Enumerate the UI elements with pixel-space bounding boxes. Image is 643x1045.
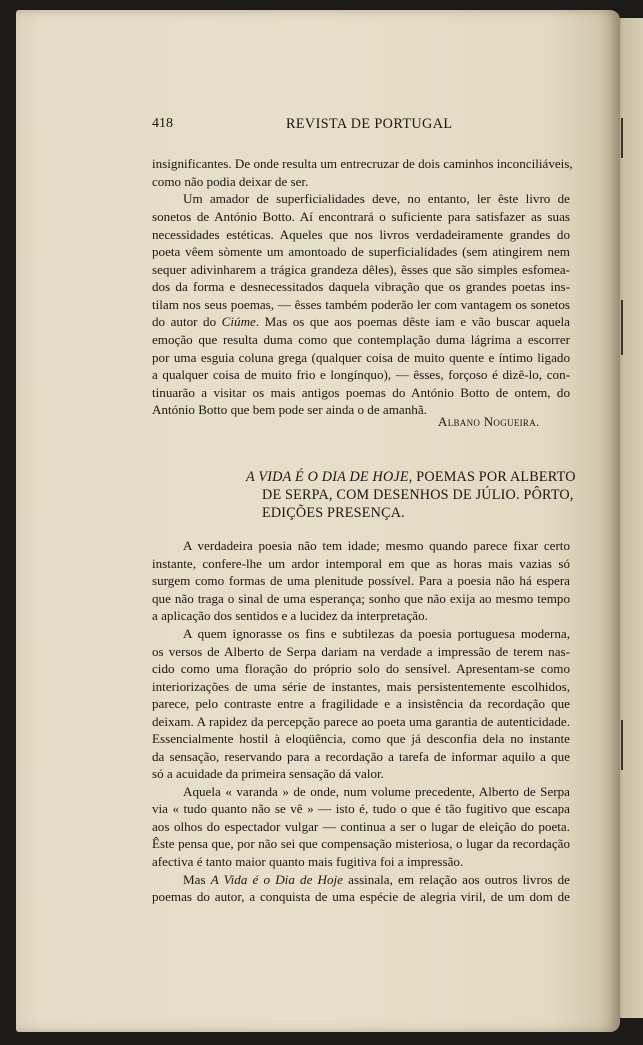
text-line: insignificantes. De onde resulta um entrecruzar de dois caminhos inconciliáveis, <box>152 156 573 171</box>
running-head: REVISTA DE PORTUGAL <box>286 116 453 132</box>
text-line: aos olhos do espectador vulgar — continua a ser o lugar de eleição do poeta. <box>152 819 570 834</box>
text-line: Essencialmente hostil à eloqüência, como que já desconfia dela no instante <box>152 731 570 746</box>
text-line: sequer adivinharem a trágica grandeza dêles), êsses que são simples esfomea- <box>152 262 570 277</box>
page-number: 418 <box>152 116 173 131</box>
text-line: a aplicação dos sentidos e a lucidez da interpretação. <box>152 608 428 623</box>
book-title-italic: A Vida é o Dia de Hoje <box>210 872 343 887</box>
text-line: necessidades estéticas. Aqueles que nos livros verdadeiramente grandes do <box>152 227 570 242</box>
text-line: surgem como formas de uma plenitude possível. Para a poesia não há espera <box>152 573 570 588</box>
text-line: A verdadeira poesia não tem idade; mesmo quando parece fixar certo <box>183 538 570 553</box>
text-line: emoção que resulta duma como que contemplação duma lágrima a escorrer <box>152 332 570 347</box>
author-signature: Albano Nogueira. <box>438 414 540 429</box>
text-line: poemas do autor, a conquista de uma espécie de alegria viril, de um dom de <box>152 889 570 904</box>
text-line: da sensação, reservando para a recordação a tarefa de informar aquilo a que <box>152 749 570 764</box>
text-line: sonetos de António Botto. Aí encontrará o suficiente para satisfazer as suas <box>152 209 570 224</box>
text-line: A quem ignorasse os fins e subtilezas da poesia portuguesa moderna, <box>183 626 570 641</box>
page-edge-shadow <box>621 300 623 355</box>
text-line: afectiva é tanto maior quanto mais fugitiva foi a impressão. <box>152 854 464 869</box>
book-heading-line: DE SERPA, COM DESENHOS DE JÚLIO. PÔRTO, <box>262 487 574 503</box>
book-title-italic: Ciúme <box>221 314 256 329</box>
text-line: só a acuidade da primeira sensação dá valor. <box>152 766 384 781</box>
text-line: parece, pelo contraste entre a fragilidade e a insistência da recordação que <box>152 696 570 711</box>
page-edge-shadow <box>621 720 623 770</box>
book-heading-line: EDIÇÕES PRESENÇA. <box>262 505 405 521</box>
text-line: Aquela « varanda » de onde, num volume precedente, Alberto de Serpa <box>183 784 570 799</box>
text-line: Um amador de superficialidades deve, no entanto, ler êste livro de <box>183 191 570 206</box>
text-line: António Botto que bem pode ser ainda o de amanhã. <box>152 402 427 417</box>
text-line: Êste pensa que, por não sei que compensação misteriosa, o lugar da recordação <box>152 836 570 851</box>
book-title-italic: A VIDA É O DIA DE HOJE <box>246 469 409 485</box>
text-line: como não podia deixar de ser. <box>152 174 309 189</box>
text-line: tinuarão a visitar os mais antigos poemas do António Botto de ontem, do <box>152 385 570 400</box>
text-line: do autor do Ciúme. Mas os que aos poemas dêste iam e vão buscar aquela <box>152 314 570 329</box>
text-line: via « tudo quanto não se vê » — isto é, tudo o que é tão fugitivo que escapa <box>152 801 570 816</box>
text-line: tilam nos seus poemas, — êsses também poderão ler com vantagem os sonetos <box>152 297 570 312</box>
text-line: dos da forma e desnecessitados daquela vibração que os grandes poetas ins- <box>152 279 570 294</box>
page-edge-shadow <box>621 118 623 158</box>
text-line: por uma esguia coluna grega (qualquer coisa de muito quente e íntimo ligado <box>152 350 570 365</box>
text-line: deixam. A rapidez da percepção parece ao poeta uma garantia de autenticidade. <box>152 714 570 729</box>
text-line: poeta vêem sòmente um amontoado de superficialidades (sem atingirem nem <box>152 244 570 259</box>
text-line: os versos de Alberto de Serpa dariam na verdade a impressão de terem nas- <box>152 644 570 659</box>
text-line: interiorizações de uma série de instantes, mais persistentemente escolhidos, <box>152 679 570 694</box>
text-line: cido como uma floração do próprio solo do sensível. Apresentam-se como <box>152 661 570 676</box>
text-line: que não traga o sinal de uma esperança; sonho que não exija ao mesmo tempo <box>152 591 570 606</box>
text-line: instante, confere-lhe um ardor intemporal em que as horas mais vazias só <box>152 556 570 571</box>
text-line: a qualquer coisa de muito frio e longínquo), — êsses, forçoso é dizê-lo, con- <box>152 367 570 382</box>
book-heading-line: A VIDA É O DIA DE HOJE, POEMAS POR ALBERTO <box>246 469 576 485</box>
text-line: Mas A Vida é o Dia de Hoje assinala, em relação aos outros livros de <box>183 872 570 887</box>
